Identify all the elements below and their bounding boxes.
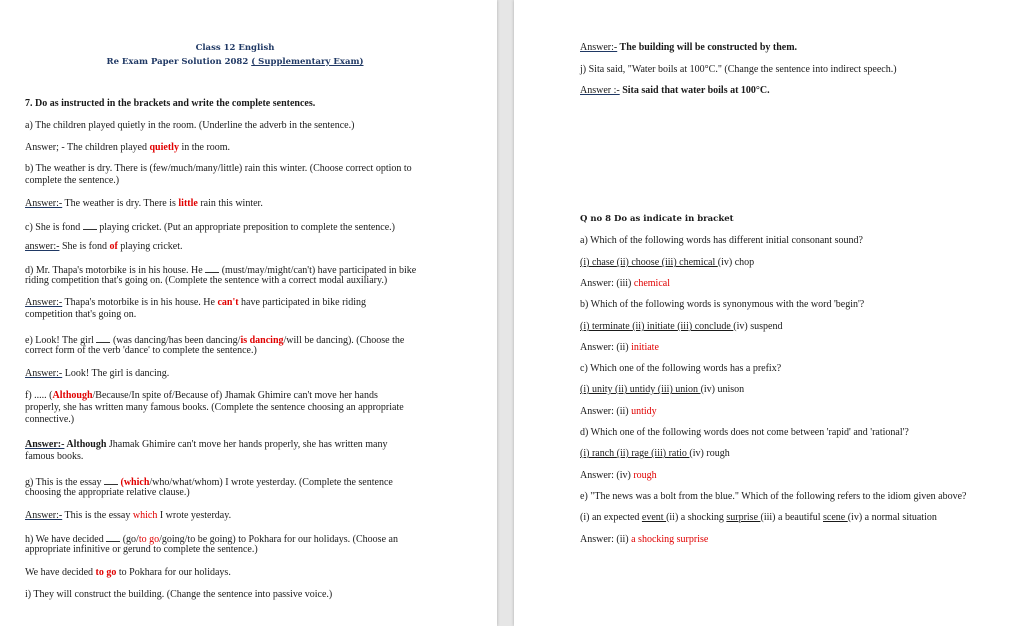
q7e-question-cont: correct form of the verb 'dance' to complete the sentence.) — [25, 345, 257, 356]
q8e-options: (i) an expected event (ii) a shocking surprise (iii) a beautiful scene (iv) a normal situation — [580, 512, 937, 523]
q7i-question: i) They will construct the building. (Change the sentence into passive voice.) — [25, 589, 333, 600]
q8b-options: (i) terminate (ii) initiate (iii) conclude (iv) suspend — [580, 321, 783, 332]
q7d-question: d) Mr. Thapa's motorbike is in his house. He (must/may/might/can't) have participated in bike — [25, 265, 417, 276]
q7g-question: g) This is the essay (which/who/what/whom) I wrote yesterday. (Complete the sentence — [25, 477, 393, 488]
q7h-question-cont: appropriate infinitive or gerund to complete the sentence.) — [25, 544, 258, 555]
q7d-question-cont: riding competition that's going on. (Complete the sentence with a correct modal auxiliary.) — [25, 275, 388, 286]
q7h-question: h) We have decided (go/to go/going/to be going) to Pokhara for our holidays. (Choose an — [25, 534, 398, 545]
q7-title: 7. Do as instructed in the brackets and write the complete sentences. — [25, 98, 316, 109]
q7c-question: c) She is fond playing cricket. (Put an appropriate preposition to complete the sentence.) — [25, 222, 396, 233]
q7e-question: e) Look! The girl (was dancing/has been dancing/is dancing/will be dancing). (Choose the — [25, 335, 405, 346]
q7b-question: b) The weather is dry. There is (few/much/many/little) rain this winter. (Choose correct option to — [25, 163, 412, 174]
q7a-question: a) The children played quietly in the room. (Underline the adverb in the sentence.) — [25, 120, 355, 131]
q7g-question-cont: choosing the appropriate relative clause.) — [25, 487, 190, 498]
document-page-left — [0, 0, 497, 626]
q7g-answer: Answer:- This is the essay which I wrote yesterday. — [25, 510, 232, 521]
header-subtitle: Re Exam Paper Solution 2082 ( Supplementary Exam) — [106, 57, 364, 67]
q8-title: Q no 8 Do as indicate in bracket — [580, 214, 734, 224]
q8a-answer: Answer: (iii) chemical — [580, 278, 670, 289]
q7i-answer: Answer:- The building will be constructed by them. — [580, 42, 798, 53]
q7f-question: f) ..... (Although/Because/In spite of/Because of) Jhamak Ghimire can't move her hands — [25, 390, 378, 401]
q8b-question: b) Which of the following words is synonymous with the word 'begin'? — [580, 299, 865, 310]
q7h-answer: We have decided to go to Pokhara for our holidays. — [25, 567, 231, 578]
q7j-answer: Answer :- Sita said that water boils at 100°C. — [580, 85, 770, 96]
q8a-options: (i) chase (ii) choose (iii) chemical (iv) chop — [580, 257, 755, 268]
q7f-question-cont2: connective.) — [25, 414, 75, 425]
q8c-options: (i) unity (ii) untidy (iii) union (iv) unison — [580, 384, 745, 395]
q8c-answer: Answer: (ii) untidy — [580, 406, 657, 417]
header-title: Class 12 English — [195, 43, 275, 53]
q7d-answer-cont: competition that's going on. — [25, 309, 137, 320]
q8d-options: (i) ranch (ii) rage (iii) ratio (iv) rough — [580, 448, 730, 459]
q8d-answer: Answer: (iv) rough — [580, 470, 657, 481]
q7b-question-cont: complete the sentence.) — [25, 175, 120, 186]
q8d-question: d) Which one of the following words does not come between 'rapid' and 'rational'? — [580, 427, 909, 438]
q7d-answer: Answer:- Thapa's motorbike is in his house. He can't have participated in bike riding — [25, 297, 367, 308]
q8e-answer: Answer: (ii) a shocking surprise — [580, 534, 709, 545]
q7f-answer-cont: famous books. — [25, 451, 84, 462]
q7b-answer: Answer:- The weather is dry. There is little rain this winter. — [25, 198, 263, 209]
document-page-right — [514, 0, 1024, 626]
q7f-question-cont: properly, she has written many famous books. (Complete the sentence choosing an appropriate — [25, 402, 404, 413]
q7a-answer: Answer; - The children played quietly in the room. — [25, 142, 231, 153]
q7f-answer: Answer:- Although Jhamak Ghimire can't move her hands properly, she has written many — [25, 439, 388, 450]
q8c-question: c) Which one of the following words has a prefix? — [580, 363, 782, 374]
q8a-question: a) Which of the following words has different initial consonant sound? — [580, 235, 863, 246]
q8e-question: e) "The news was a bolt from the blue." Which of the following refers to the idiom given above? — [580, 491, 967, 502]
q7e-answer: Answer:- Look! The girl is dancing. — [25, 368, 170, 379]
q8b-answer: Answer: (ii) initiate — [580, 342, 659, 353]
q7c-answer: answer:- She is fond of playing cricket. — [25, 241, 183, 252]
q7j-question: j) Sita said, "Water boils at 100°C." (Change the sentence into indirect speech.) — [580, 64, 897, 75]
